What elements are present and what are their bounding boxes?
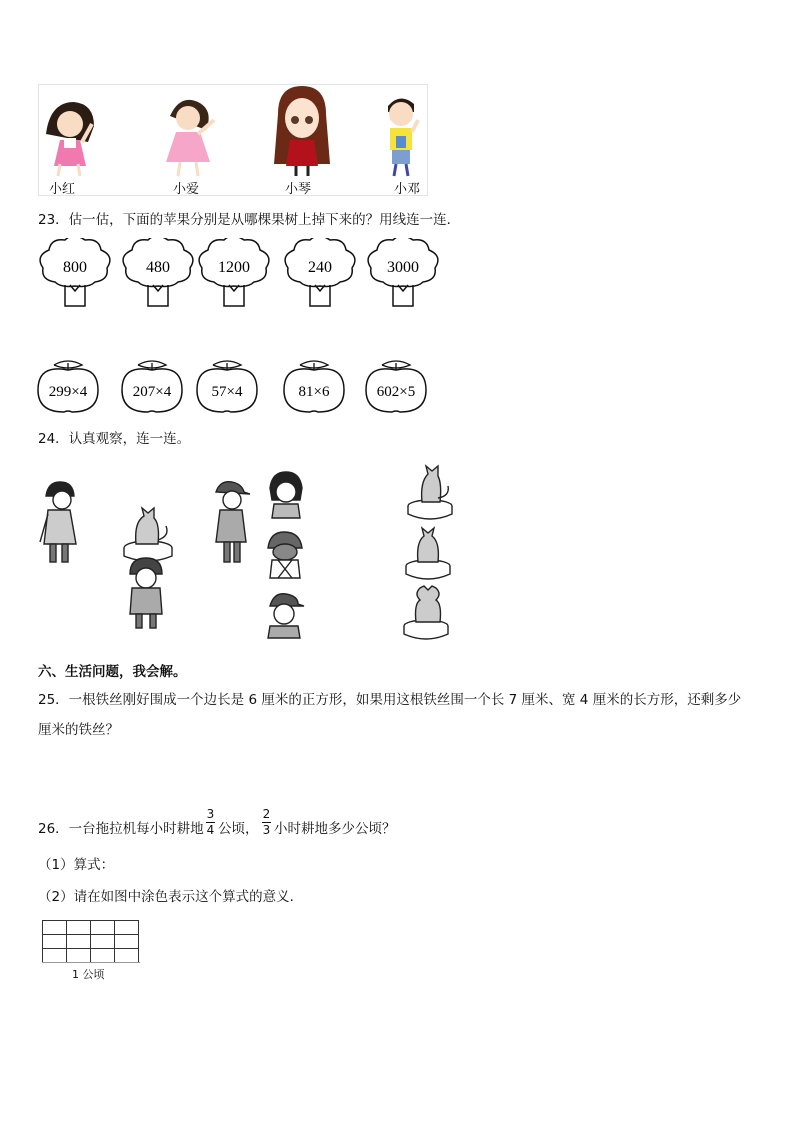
question-25-line1: 25．一根铁丝刚好围成一个边长是 6 厘米的正方形，如果用这根铁丝围一个长 7 厘米、宽 4 厘米的长方形，还剩多少 (38, 692, 742, 708)
kid-name-xiaoai: 小爱 (173, 182, 200, 197)
tree-trunk (393, 285, 413, 306)
tree-trunk (224, 285, 244, 306)
apple-3[interactable] (197, 361, 257, 412)
grid-cell[interactable] (67, 935, 91, 949)
question-26-suffix: 小时耕地多少公顷？ (274, 821, 396, 837)
grid-cell[interactable] (67, 949, 91, 963)
question-26-middle: 公顷， (218, 821, 259, 837)
boy-head-side (268, 594, 304, 638)
fraction-two-thirds (262, 808, 271, 837)
standing-girl-figure (40, 482, 76, 562)
tree-trunk (148, 285, 168, 306)
tree-2[interactable] (123, 238, 193, 306)
fraction-denominator: 3 (262, 823, 271, 837)
question-26-sub1: （1）算式： (38, 857, 115, 873)
apples (0, 358, 470, 418)
apple-expression: 207×4 (132, 384, 172, 400)
tree-trunk (65, 285, 85, 306)
tree-trunk (310, 285, 330, 306)
tree-4[interactable] (285, 238, 355, 306)
fruit-trees (0, 238, 470, 313)
question-23-text: 23．估一估，下面的苹果分别是从哪棵果树上掉下来的？用线连一连． (38, 212, 461, 228)
boy-with-cap-figure (216, 482, 250, 562)
grid-cell[interactable] (115, 949, 139, 963)
tree-number: 480 (146, 259, 170, 276)
tree-number: 800 (63, 259, 87, 276)
apple-expression: 81×6 (298, 384, 330, 400)
hectare-grid[interactable] (42, 920, 139, 963)
girl-xiaohong-figure (46, 102, 94, 176)
kids-illustration (38, 84, 426, 179)
fraction-three-quarters (206, 808, 215, 837)
grid-label: 1 公顷 (72, 968, 105, 981)
fraction-numerator: 3 (206, 807, 215, 821)
kid-name-xiaohong: 小红 (49, 182, 76, 197)
fraction-denominator: 4 (206, 823, 215, 837)
grid-cell[interactable] (43, 921, 67, 935)
section-6-heading: 六、生活问题，我会解。 (38, 664, 187, 680)
grid-cell[interactable] (43, 935, 67, 949)
question-26-prefix: 26．一台拖拉机每小时耕地 (38, 821, 204, 837)
girl-xiaoqin-figure (274, 86, 330, 176)
tree-number: 1200 (218, 259, 250, 276)
girl-xiaoai-figure (166, 100, 214, 176)
tree-number: 3000 (387, 259, 419, 276)
fraction-numerator: 2 (262, 807, 271, 821)
tree-3[interactable] (199, 238, 269, 306)
question-24-text: 24．认真观察，连一连。 (38, 431, 191, 447)
tree-number: 240 (308, 259, 332, 276)
boy-xiaodeng-figure (388, 98, 418, 176)
apple-5[interactable] (366, 361, 426, 412)
kid-name-xiaoqin: 小琴 (285, 182, 312, 197)
grid-cell[interactable] (43, 949, 67, 963)
question-26-sub2: （2）请在如图中涂色表示这个算式的意义． (38, 889, 304, 905)
tree-1[interactable] (40, 238, 110, 306)
cat-on-pedestal-with-child (124, 508, 172, 628)
cat-pedestal-back-view (406, 528, 450, 579)
apple-4[interactable] (284, 361, 344, 412)
grid-cell[interactable] (67, 921, 91, 935)
apple-2[interactable] (122, 361, 182, 412)
grid-cell[interactable] (91, 935, 115, 949)
apple-expression: 57×4 (211, 384, 243, 400)
apple-expression: 299×4 (48, 384, 88, 400)
tree-5[interactable] (368, 238, 438, 306)
grid-cell[interactable] (91, 949, 115, 963)
grid-row (43, 949, 139, 963)
grid-row (43, 921, 139, 935)
child-head-back (268, 532, 302, 578)
grid-cell[interactable] (115, 935, 139, 949)
grid-underline (42, 962, 140, 963)
cat-pedestal-side-view (408, 466, 452, 519)
grid-cell[interactable] (115, 921, 139, 935)
kid-name-xiaodeng: 小邓 (394, 182, 421, 197)
grid-row (43, 935, 139, 949)
grid-cell[interactable] (91, 921, 115, 935)
question-25-line2: 厘米的铁丝？ (38, 722, 119, 738)
observation-figures (30, 462, 470, 647)
girl-head-front (270, 472, 302, 518)
apple-expression: 602×5 (376, 384, 416, 400)
apple-1[interactable] (38, 361, 98, 412)
cat-pedestal-front-view (404, 586, 448, 639)
